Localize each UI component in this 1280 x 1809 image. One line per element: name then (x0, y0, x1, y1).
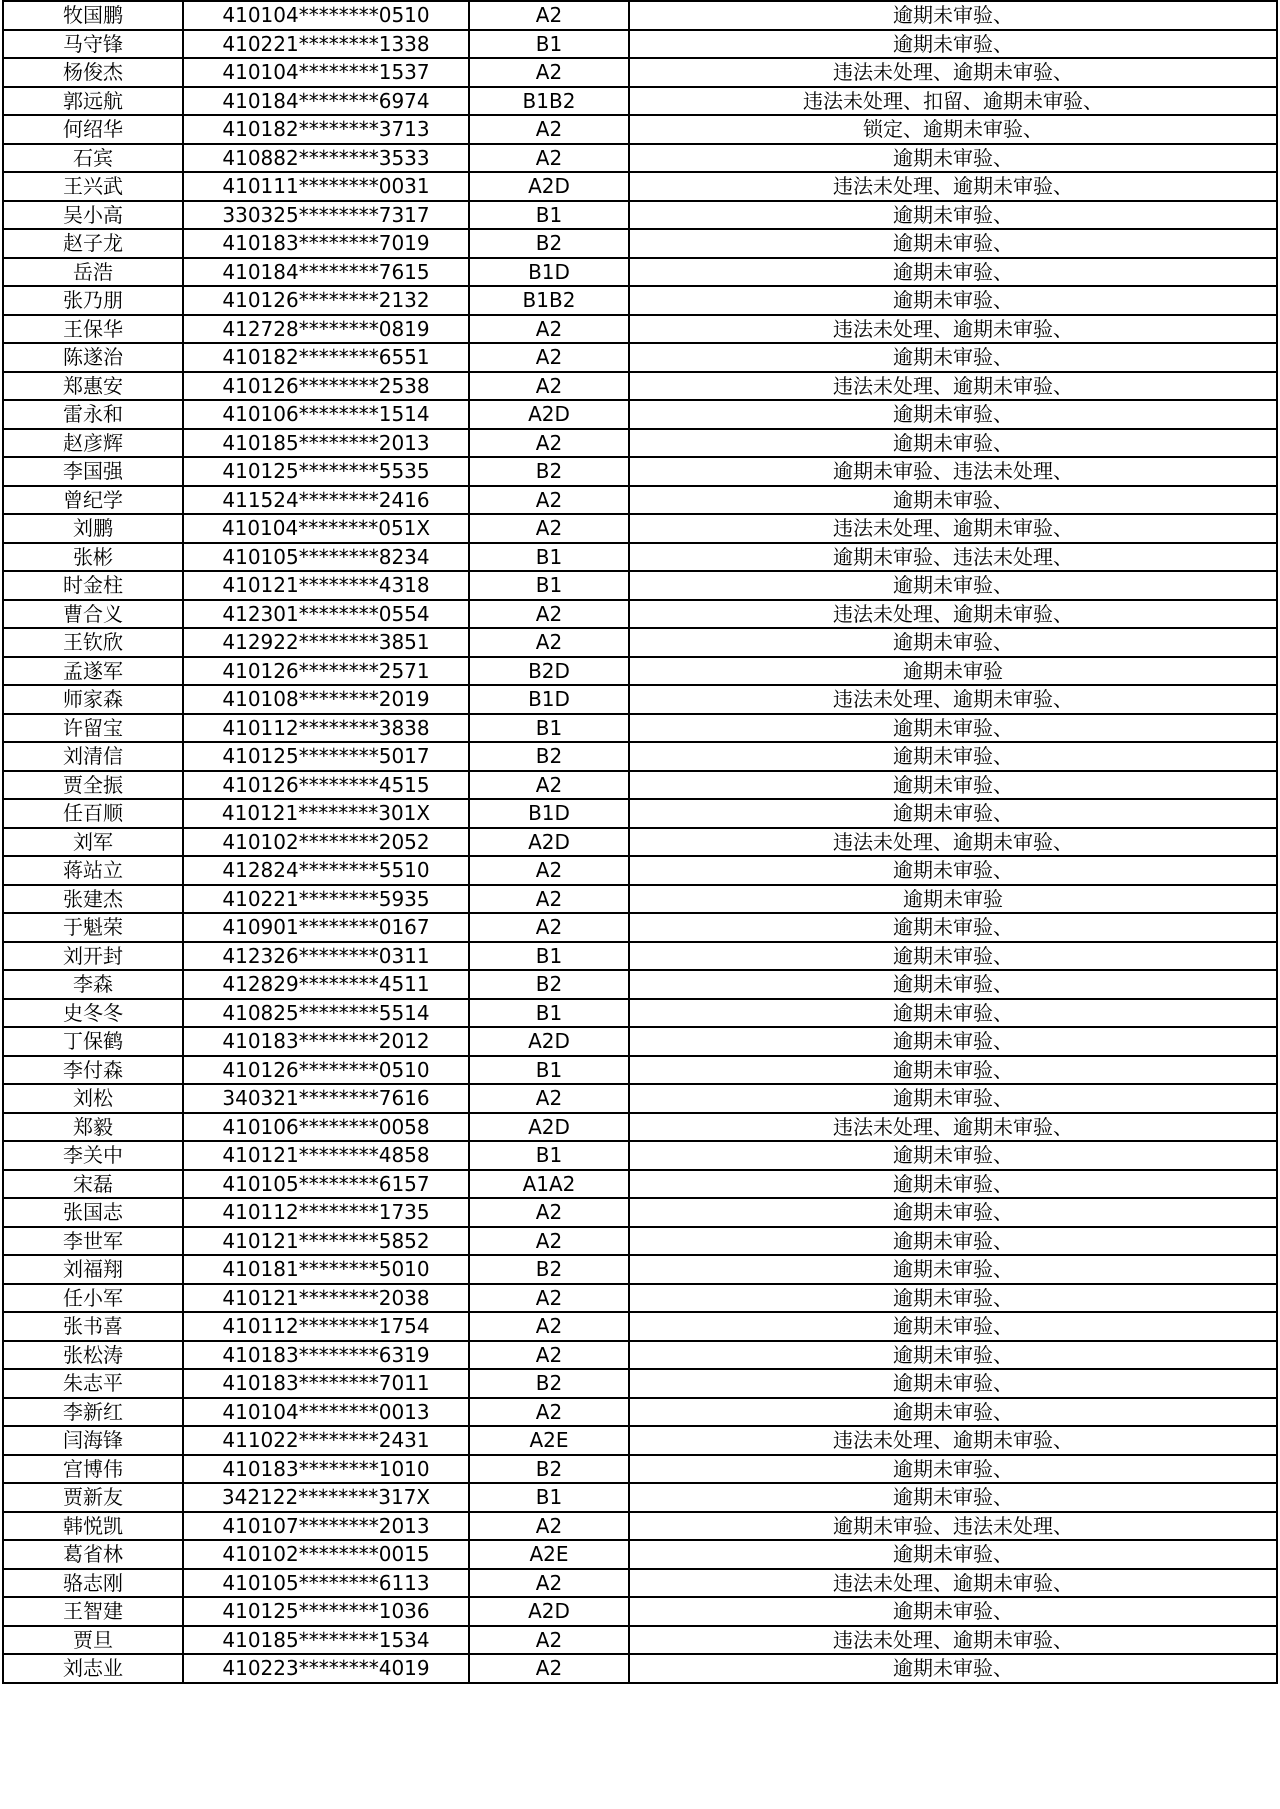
id-number-cell: 410125********1036 (183, 1597, 469, 1626)
table-row (3, 58, 1277, 87)
name-cell: 郭远航 (3, 87, 183, 116)
id-number-cell: 410825********5514 (183, 999, 469, 1028)
status-cell: 逾期未审验、 (629, 400, 1277, 429)
status-cell: 违法未处理、逾期未审验、 (629, 1569, 1277, 1598)
status-cell: 违法未处理、逾期未审验、 (629, 1113, 1277, 1142)
table-row (3, 1284, 1277, 1313)
status-cell: 逾期未审验、 (629, 1284, 1277, 1313)
status-cell: 违法未处理、扣留、逾期未审验、 (629, 87, 1277, 116)
id-number-cell: 410104********0510 (183, 1, 469, 30)
license-class-cell: B1 (469, 942, 629, 971)
status-cell: 逾期未审验、 (629, 1056, 1277, 1085)
id-number-cell: 410185********1534 (183, 1626, 469, 1655)
status-cell: 逾期未审验、 (629, 714, 1277, 743)
name-cell: 宫博伟 (3, 1455, 183, 1484)
status-cell: 逾期未审验、违法未处理、 (629, 457, 1277, 486)
license-class-cell: B1 (469, 1056, 629, 1085)
status-cell: 违法未处理、逾期未审验、 (629, 514, 1277, 543)
name-cell: 雷永和 (3, 400, 183, 429)
status-cell: 逾期未审验、 (629, 1540, 1277, 1569)
license-class-cell: A2 (469, 1312, 629, 1341)
license-class-cell: A2D (469, 400, 629, 429)
license-class-cell: A2D (469, 172, 629, 201)
table-row (3, 144, 1277, 173)
id-number-cell: 411524********2416 (183, 486, 469, 515)
status-cell: 逾期未审验、 (629, 1654, 1277, 1683)
license-class-cell: B1 (469, 201, 629, 230)
id-number-cell: 410107********2013 (183, 1512, 469, 1541)
name-cell: 张松涛 (3, 1341, 183, 1370)
name-cell: 赵彦辉 (3, 429, 183, 458)
id-number-cell: 410183********1010 (183, 1455, 469, 1484)
name-cell: 李关中 (3, 1141, 183, 1170)
license-class-cell: B2 (469, 457, 629, 486)
name-cell: 杨俊杰 (3, 58, 183, 87)
status-cell: 违法未处理、逾期未审验、 (629, 58, 1277, 87)
name-cell: 骆志刚 (3, 1569, 183, 1598)
name-cell: 郑毅 (3, 1113, 183, 1142)
table-row (3, 486, 1277, 515)
name-cell: 刘松 (3, 1084, 183, 1113)
id-number-cell: 410106********0058 (183, 1113, 469, 1142)
license-class-cell: B1 (469, 30, 629, 59)
id-number-cell: 410184********7615 (183, 258, 469, 287)
table-row (3, 30, 1277, 59)
license-class-cell: A2 (469, 343, 629, 372)
table-row (3, 771, 1277, 800)
table-row (3, 799, 1277, 828)
id-number-cell: 410221********1338 (183, 30, 469, 59)
status-cell: 逾期未审验、 (629, 742, 1277, 771)
id-number-cell: 410121********2038 (183, 1284, 469, 1313)
license-class-cell: A2D (469, 1113, 629, 1142)
name-cell: 韩悦凯 (3, 1512, 183, 1541)
status-cell: 逾期未审验、 (629, 1341, 1277, 1370)
id-number-cell: 410126********2571 (183, 657, 469, 686)
name-cell: 刘军 (3, 828, 183, 857)
table-row (3, 543, 1277, 572)
table-row (3, 172, 1277, 201)
license-class-cell: A2 (469, 913, 629, 942)
name-cell: 任百顺 (3, 799, 183, 828)
id-number-cell: 410126********2132 (183, 286, 469, 315)
license-class-cell: A2D (469, 1597, 629, 1626)
id-number-cell: 410882********3533 (183, 144, 469, 173)
id-number-cell: 410104********1537 (183, 58, 469, 87)
table-row (3, 1540, 1277, 1569)
license-class-cell: B2 (469, 1369, 629, 1398)
table-row (3, 1027, 1277, 1056)
table-row (3, 571, 1277, 600)
id-number-cell: 410112********1735 (183, 1198, 469, 1227)
id-number-cell: 410181********5010 (183, 1255, 469, 1284)
status-cell: 逾期未审验、 (629, 144, 1277, 173)
table-row (3, 115, 1277, 144)
name-cell: 赵子龙 (3, 229, 183, 258)
id-number-cell: 340321********7616 (183, 1084, 469, 1113)
id-number-cell: 412326********0311 (183, 942, 469, 971)
license-class-cell: B2 (469, 742, 629, 771)
name-cell: 刘志业 (3, 1654, 183, 1683)
license-class-cell: A2 (469, 856, 629, 885)
license-class-cell: A2D (469, 828, 629, 857)
id-number-cell: 410105********6157 (183, 1170, 469, 1199)
license-class-cell: A2 (469, 514, 629, 543)
license-class-cell: A2 (469, 1626, 629, 1655)
license-class-cell: B2 (469, 970, 629, 999)
id-number-cell: 410223********4019 (183, 1654, 469, 1683)
name-cell: 师家森 (3, 685, 183, 714)
table-row (3, 913, 1277, 942)
status-cell: 逾期未审验、违法未处理、 (629, 1512, 1277, 1541)
name-cell: 刘清信 (3, 742, 183, 771)
table-row (3, 628, 1277, 657)
table-row (3, 1113, 1277, 1142)
license-class-cell: A2 (469, 771, 629, 800)
status-cell: 逾期未审验、 (629, 429, 1277, 458)
status-cell: 逾期未审验、 (629, 343, 1277, 372)
name-cell: 葛省林 (3, 1540, 183, 1569)
license-class-cell: B1 (469, 714, 629, 743)
name-cell: 岳浩 (3, 258, 183, 287)
table-row (3, 1512, 1277, 1541)
status-cell: 逾期未审验、 (629, 1198, 1277, 1227)
status-cell: 逾期未审验 (629, 885, 1277, 914)
license-table (2, 0, 1278, 1684)
table-row (3, 343, 1277, 372)
license-class-cell: A2 (469, 628, 629, 657)
name-cell: 李新红 (3, 1398, 183, 1427)
table-row (3, 1626, 1277, 1655)
license-class-cell: A1A2 (469, 1170, 629, 1199)
name-cell: 贾全振 (3, 771, 183, 800)
name-cell: 李森 (3, 970, 183, 999)
name-cell: 曹合义 (3, 600, 183, 629)
id-number-cell: 410105********6113 (183, 1569, 469, 1598)
name-cell: 郑惠安 (3, 372, 183, 401)
id-number-cell: 410183********7019 (183, 229, 469, 258)
name-cell: 李付森 (3, 1056, 183, 1085)
id-number-cell: 410104********0013 (183, 1398, 469, 1427)
id-number-cell: 410125********5535 (183, 457, 469, 486)
status-cell: 逾期未审验、 (629, 1141, 1277, 1170)
name-cell: 张乃朋 (3, 286, 183, 315)
status-cell: 逾期未审验、 (629, 1483, 1277, 1512)
status-cell: 逾期未审验、 (629, 30, 1277, 59)
id-number-cell: 410108********2019 (183, 685, 469, 714)
license-class-cell: A2 (469, 315, 629, 344)
table-row (3, 87, 1277, 116)
id-number-cell: 410106********1514 (183, 400, 469, 429)
name-cell: 王钦欣 (3, 628, 183, 657)
name-cell: 王智建 (3, 1597, 183, 1626)
name-cell: 刘福翔 (3, 1255, 183, 1284)
id-number-cell: 410112********1754 (183, 1312, 469, 1341)
id-number-cell: 410126********4515 (183, 771, 469, 800)
license-class-cell: B1 (469, 999, 629, 1028)
id-number-cell: 342122********317X (183, 1483, 469, 1512)
id-number-cell: 410121********4318 (183, 571, 469, 600)
id-number-cell: 410901********0167 (183, 913, 469, 942)
table-row (3, 258, 1277, 287)
license-class-cell: A2 (469, 144, 629, 173)
license-class-cell: B1D (469, 799, 629, 828)
status-cell: 逾期未审验、 (629, 628, 1277, 657)
status-cell: 逾期未审验、 (629, 1369, 1277, 1398)
id-number-cell: 410183********7011 (183, 1369, 469, 1398)
id-number-cell: 410105********8234 (183, 543, 469, 572)
status-cell: 逾期未审验、 (629, 1227, 1277, 1256)
table-row (3, 1483, 1277, 1512)
status-cell: 逾期未审验、 (629, 286, 1277, 315)
status-cell: 逾期未审验、 (629, 486, 1277, 515)
id-number-cell: 410121********301X (183, 799, 469, 828)
status-cell: 逾期未审验、 (629, 1312, 1277, 1341)
license-class-cell: A2 (469, 1341, 629, 1370)
table-row (3, 1141, 1277, 1170)
name-cell: 朱志平 (3, 1369, 183, 1398)
table-row (3, 1056, 1277, 1085)
status-cell: 逾期未审验、 (629, 1084, 1277, 1113)
id-number-cell: 410221********5935 (183, 885, 469, 914)
name-cell: 牧国鹏 (3, 1, 183, 30)
license-class-cell: B2 (469, 1255, 629, 1284)
status-cell: 逾期未审验、 (629, 1455, 1277, 1484)
table-row (3, 201, 1277, 230)
name-cell: 张彬 (3, 543, 183, 572)
name-cell: 王保华 (3, 315, 183, 344)
name-cell: 刘鹏 (3, 514, 183, 543)
id-number-cell: 411022********2431 (183, 1426, 469, 1455)
license-class-cell: B1B2 (469, 286, 629, 315)
table-row (3, 1398, 1277, 1427)
license-class-cell: B1 (469, 1483, 629, 1512)
name-cell: 丁保鹤 (3, 1027, 183, 1056)
name-cell: 王兴武 (3, 172, 183, 201)
status-cell: 逾期未审验、 (629, 999, 1277, 1028)
id-number-cell: 410111********0031 (183, 172, 469, 201)
table-row (3, 1255, 1277, 1284)
table-row (3, 1369, 1277, 1398)
id-number-cell: 410102********2052 (183, 828, 469, 857)
name-cell: 张书喜 (3, 1312, 183, 1341)
id-number-cell: 410182********6551 (183, 343, 469, 372)
table-row (3, 1455, 1277, 1484)
name-cell: 刘开封 (3, 942, 183, 971)
license-class-cell: A2 (469, 600, 629, 629)
table-row (3, 856, 1277, 885)
id-number-cell: 410126********0510 (183, 1056, 469, 1085)
name-cell: 孟遂军 (3, 657, 183, 686)
status-cell: 逾期未审验、 (629, 856, 1277, 885)
table-row (3, 1, 1277, 30)
status-cell: 违法未处理、逾期未审验、 (629, 685, 1277, 714)
status-cell: 逾期未审验、 (629, 201, 1277, 230)
status-cell: 逾期未审验、 (629, 1027, 1277, 1056)
id-number-cell: 410112********3838 (183, 714, 469, 743)
license-class-cell: A2 (469, 1284, 629, 1313)
status-cell: 逾期未审验、 (629, 1597, 1277, 1626)
license-class-cell: A2 (469, 1198, 629, 1227)
table-row (3, 400, 1277, 429)
name-cell: 于魁荣 (3, 913, 183, 942)
license-class-cell: A2 (469, 1227, 629, 1256)
table-row (3, 315, 1277, 344)
license-class-cell: B1D (469, 258, 629, 287)
table-row (3, 457, 1277, 486)
table-row (3, 1227, 1277, 1256)
license-class-cell: A2 (469, 486, 629, 515)
status-cell: 逾期未审验、 (629, 1398, 1277, 1427)
id-number-cell: 410182********3713 (183, 115, 469, 144)
table-row (3, 742, 1277, 771)
id-number-cell: 410183********2012 (183, 1027, 469, 1056)
license-class-cell: B1 (469, 571, 629, 600)
id-number-cell: 330325********7317 (183, 201, 469, 230)
status-cell: 违法未处理、逾期未审验、 (629, 172, 1277, 201)
table-row (3, 828, 1277, 857)
table-row (3, 1312, 1277, 1341)
name-cell: 张国志 (3, 1198, 183, 1227)
status-cell: 违法未处理、逾期未审验、 (629, 1426, 1277, 1455)
table-row (3, 657, 1277, 686)
table-row (3, 1341, 1277, 1370)
name-cell: 陈遂治 (3, 343, 183, 372)
table-row (3, 885, 1277, 914)
table-row (3, 714, 1277, 743)
license-class-cell: B1 (469, 543, 629, 572)
status-cell: 锁定、逾期未审验、 (629, 115, 1277, 144)
status-cell: 逾期未审验、 (629, 942, 1277, 971)
name-cell: 马守锋 (3, 30, 183, 59)
name-cell: 李国强 (3, 457, 183, 486)
status-cell: 逾期未审验、 (629, 1170, 1277, 1199)
table-body (3, 1, 1277, 1683)
id-number-cell: 410126********2538 (183, 372, 469, 401)
table-row (3, 1569, 1277, 1598)
table-row (3, 1597, 1277, 1626)
status-cell: 违法未处理、逾期未审验、 (629, 315, 1277, 344)
name-cell: 贾旦 (3, 1626, 183, 1655)
license-class-cell: A2 (469, 58, 629, 87)
license-class-cell: B2D (469, 657, 629, 686)
table-row (3, 1170, 1277, 1199)
status-cell: 逾期未审验、 (629, 799, 1277, 828)
table-row (3, 286, 1277, 315)
table-row (3, 1426, 1277, 1455)
id-number-cell: 410121********4858 (183, 1141, 469, 1170)
status-cell: 逾期未审验、 (629, 229, 1277, 258)
table-row (3, 999, 1277, 1028)
id-number-cell: 412301********0554 (183, 600, 469, 629)
table-row (3, 429, 1277, 458)
status-cell: 逾期未审验、 (629, 571, 1277, 600)
license-class-cell: A2 (469, 372, 629, 401)
id-number-cell: 410102********0015 (183, 1540, 469, 1569)
id-number-cell: 412829********4511 (183, 970, 469, 999)
table-row (3, 942, 1277, 971)
license-class-cell: B2 (469, 229, 629, 258)
table-row (3, 1654, 1277, 1683)
name-cell: 任小军 (3, 1284, 183, 1313)
id-number-cell: 412728********0819 (183, 315, 469, 344)
license-class-cell: B1D (469, 685, 629, 714)
license-class-cell: A2 (469, 1398, 629, 1427)
name-cell: 曾纪学 (3, 486, 183, 515)
license-class-cell: B1B2 (469, 87, 629, 116)
license-class-cell: A2 (469, 1654, 629, 1683)
table-row (3, 514, 1277, 543)
status-cell: 违法未处理、逾期未审验、 (629, 600, 1277, 629)
name-cell: 石宾 (3, 144, 183, 173)
table-row (3, 600, 1277, 629)
license-class-cell: B1 (469, 1141, 629, 1170)
license-class-cell: A2 (469, 885, 629, 914)
id-number-cell: 410184********6974 (183, 87, 469, 116)
license-class-cell: A2D (469, 1027, 629, 1056)
name-cell: 李世军 (3, 1227, 183, 1256)
name-cell: 吴小高 (3, 201, 183, 230)
name-cell: 蒋站立 (3, 856, 183, 885)
name-cell: 闫海锋 (3, 1426, 183, 1455)
name-cell: 史冬冬 (3, 999, 183, 1028)
table-row (3, 1198, 1277, 1227)
license-class-cell: A2 (469, 1, 629, 30)
id-number-cell: 410104********051X (183, 514, 469, 543)
status-cell: 逾期未审验、违法未处理、 (629, 543, 1277, 572)
status-cell: 违法未处理、逾期未审验、 (629, 828, 1277, 857)
license-class-cell: A2 (469, 1569, 629, 1598)
id-number-cell: 410183********6319 (183, 1341, 469, 1370)
status-cell: 逾期未审验、 (629, 771, 1277, 800)
name-cell: 何绍华 (3, 115, 183, 144)
license-class-cell: A2E (469, 1540, 629, 1569)
license-class-cell: A2 (469, 1084, 629, 1113)
status-cell: 逾期未审验、 (629, 258, 1277, 287)
license-class-cell: A2 (469, 1512, 629, 1541)
id-number-cell: 412922********3851 (183, 628, 469, 657)
name-cell: 宋磊 (3, 1170, 183, 1199)
id-number-cell: 410121********5852 (183, 1227, 469, 1256)
status-cell: 逾期未审验 (629, 657, 1277, 686)
license-class-cell: B2 (469, 1455, 629, 1484)
table-row (3, 1084, 1277, 1113)
id-number-cell: 412824********5510 (183, 856, 469, 885)
id-number-cell: 410185********2013 (183, 429, 469, 458)
license-class-cell: A2 (469, 115, 629, 144)
license-class-cell: A2 (469, 429, 629, 458)
status-cell: 逾期未审验、 (629, 1255, 1277, 1284)
status-cell: 逾期未审验、 (629, 913, 1277, 942)
name-cell: 时金柱 (3, 571, 183, 600)
name-cell: 贾新友 (3, 1483, 183, 1512)
table-row (3, 970, 1277, 999)
id-number-cell: 410125********5017 (183, 742, 469, 771)
status-cell: 逾期未审验、 (629, 1, 1277, 30)
name-cell: 张建杰 (3, 885, 183, 914)
status-cell: 违法未处理、逾期未审验、 (629, 372, 1277, 401)
table-row (3, 229, 1277, 258)
status-cell: 违法未处理、逾期未审验、 (629, 1626, 1277, 1655)
table-row (3, 372, 1277, 401)
status-cell: 逾期未审验、 (629, 970, 1277, 999)
name-cell: 许留宝 (3, 714, 183, 743)
license-class-cell: A2E (469, 1426, 629, 1455)
table-row (3, 685, 1277, 714)
